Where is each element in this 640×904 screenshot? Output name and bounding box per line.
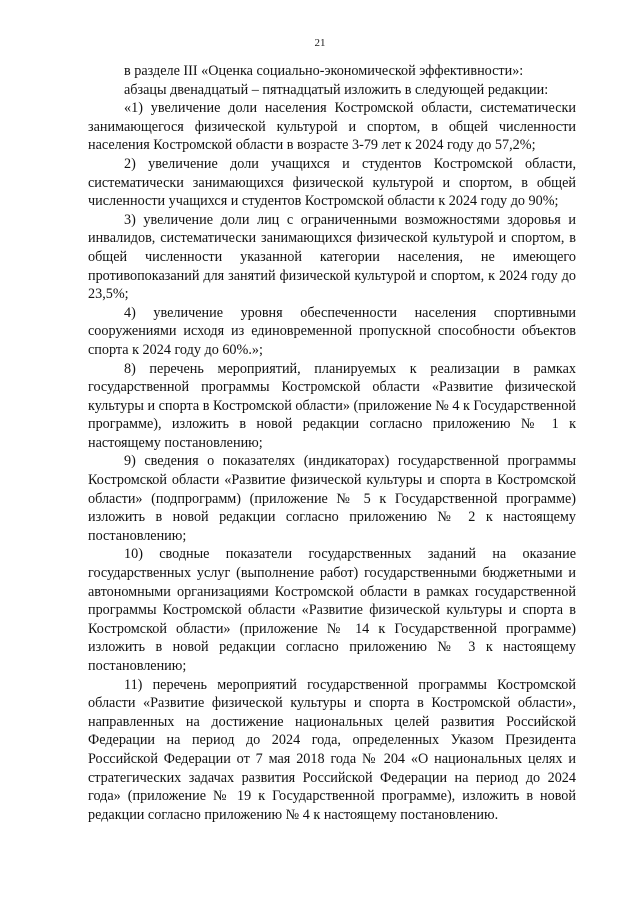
paragraph-item-4: 4) увеличение уровня обеспеченности населения спортивными сооружениями исходя из единовременной пропускной способности объектов спорта к 2024 году до 60%.»; — [88, 304, 576, 358]
paragraph-item-2: 2) увеличение доли учащихся и студентов Костромской области, систематически занимающихся физической культурой и спортом, в общей численности учащихся и студентов Костромской области к 2024 году до 90%; — [88, 155, 576, 210]
paragraph-item-9: 9) сведения о показателях (индикаторах) государственной программы Костромской области «Развитие физической культуры и спорта в Костромской области» (подпрограмм) (приложение № 5 к Государственной программе) изложить в новой редакции согласно приложению № 2 к настоящему постановлению; — [88, 453, 576, 544]
paragraph-item-3: 3) увеличение доли лиц с ограниченными возможностями здоровья и инвалидов, систематически занимающихся физической культурой и спортом, в общей численности указанной категории населения, не имеющего противопоказаний для занятий физической культурой и спортом, к 2024 году до 23,5%; — [88, 211, 576, 303]
paragraph-item-1: «1) увеличение доли населения Костромской области, систематически занимающегося физической культурой и спортом, в общей численности населения Костромской области в возрасте 3-79 лет к 2024 году до 57,2%; — [88, 100, 576, 154]
document-body — [88, 62, 576, 824]
paragraph-item-10: 10) сводные показатели государственных заданий на оказание государственных услуг (выполнение работ) государственными бюджетными и автономными организациями Костромской области в рамках государственной программы Костромской области «Развитие физической культуры и спорта в Костромской области» (приложение № 14 к Государственной программе) изложить в новой редакции согласно приложению № 3 к настоящему постановлению; — [88, 546, 576, 674]
paragraph-item-8: 8) перечень мероприятий, планируемых к реализации в рамках государственной программы Костромской области «Развитие физической культуры и спорта в Костромской области» (приложение № 4 к Государственной программе), изложить в новой редакции согласно приложению № 1 к настоящему постановлению; — [88, 360, 577, 451]
paragraph-instruction: абзацы двенадцатый – пятнадцатый изложить в следующей редакции: — [124, 81, 549, 98]
paragraph-item-11: 11) перечень мероприятий государственной программы Костромской области «Развитие физической культуры и спорта в Костромской области», направленных на достижение национальных целей развития Российской Федерации на период до 2024 года, определенных Указом Президента Российской Федерации от 7 мая 2018 года № 204 «О национальных целях и стратегических задачах развития Российской Федерации на период до 2024 года» (приложение № 19 к Государственной программе), изложить в новой редакции согласно приложению № 4 к настоящему постановлению. — [88, 676, 576, 823]
paragraph-section-intro: в разделе III «Оценка социально-экономической эффективности»: — [124, 63, 524, 79]
page-number: 21 — [314, 37, 326, 49]
